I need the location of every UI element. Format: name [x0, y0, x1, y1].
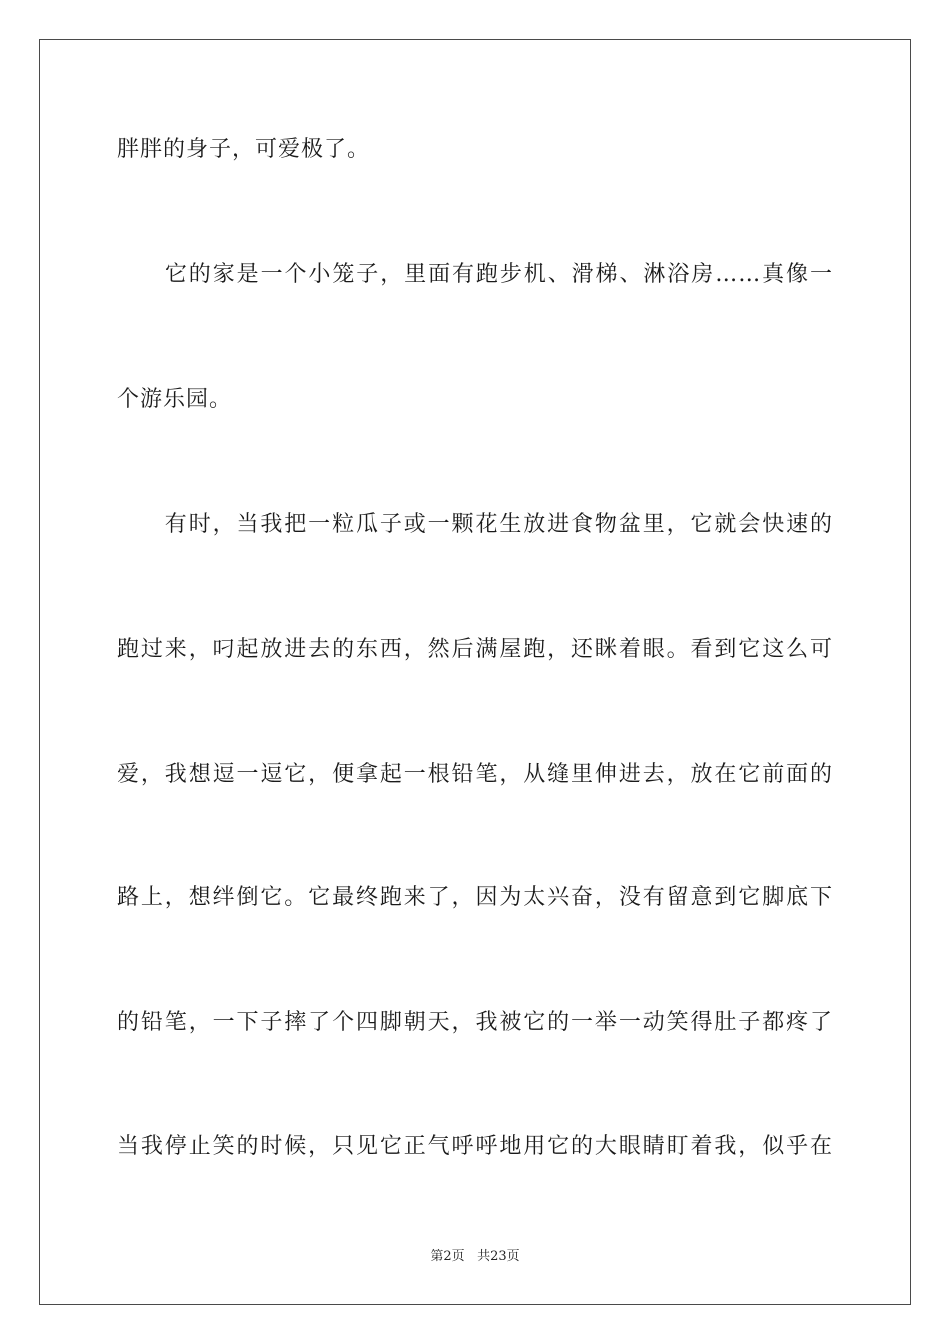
text-line: 路上，想绊倒它。它最终跑来了，因为太兴奋，没有留意到它脚底下	[117, 885, 833, 910]
text-line: 胖胖的身子，可爱极了。	[117, 137, 371, 162]
text-line: 个游乐园。	[117, 387, 233, 412]
text-line: 的铅笔，一下子摔了个四脚朝天，我被它的一举一动笑得肚子都疼了	[117, 1010, 833, 1035]
text-line: 有时，当我把一粒瓜子或一颗花生放进食物盆里，它就会快速的	[117, 512, 833, 537]
text-line: 爱，我想逗一逗它，便拿起一根铅笔，从缝里伸进去，放在它前面的	[117, 762, 833, 787]
page-footer	[0, 1248, 950, 1266]
text-line: 当我停止笑的时候，只见它正气呼呼地用它的大眼睛盯着我，似乎在	[117, 1134, 833, 1159]
page-total: 共23页	[477, 1249, 520, 1264]
footer-gap	[465, 1249, 477, 1264]
text-line: 它的家是一个小笼子，里面有跑步机、滑梯、淋浴房……真像一	[117, 262, 833, 287]
page-border	[39, 39, 911, 1305]
text-line: 跑过来，叼起放进去的东西，然后满屋跑，还眯着眼。看到它这么可	[117, 637, 833, 662]
page-number: 第2页	[430, 1249, 465, 1264]
